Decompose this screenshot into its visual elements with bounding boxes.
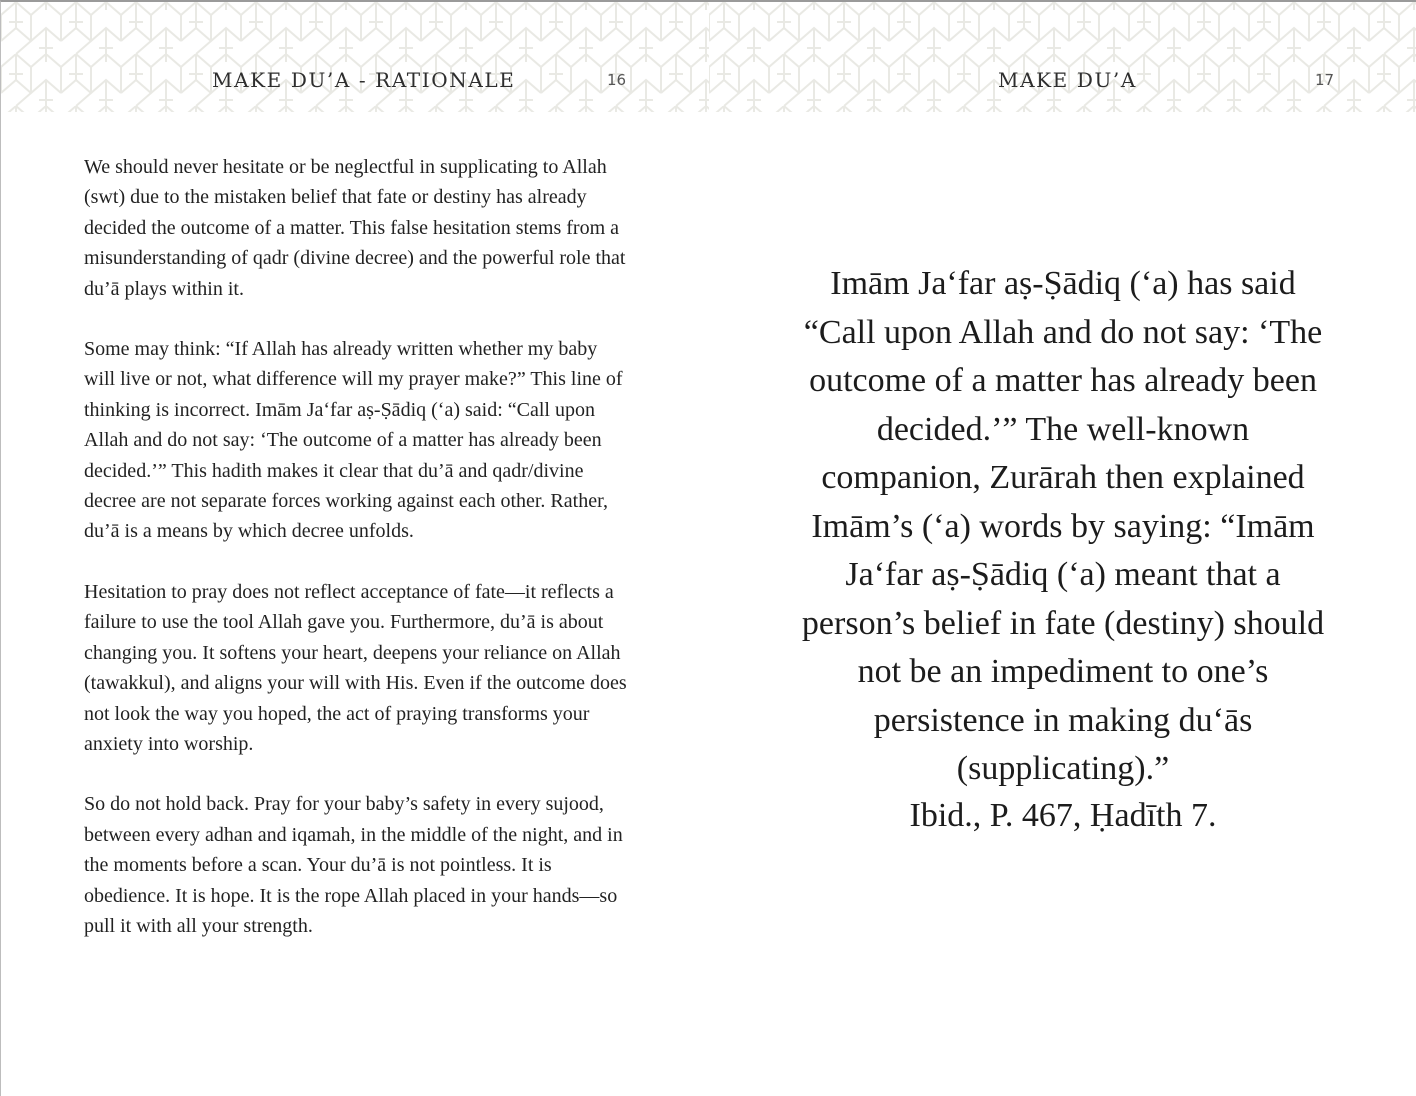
paragraph: Some may think: “If Allah has already written whether my baby will live or not, what difference will my prayer make?” This line of thinking is incorrect. Imām Ja‘far aṣ-Ṣādiq (‘a) said: “Call upon Allah and do not say: ‘The outcome of a matter has already been decided.’” This hadith makes it clear that du’ā and qadr/divine decree are not separate forces working against each other. Rather, du’ā is a means by which decree unfolds.	[84, 338, 623, 543]
running-head: MAKE DU’A - RATIONALE	[212, 68, 516, 92]
hadith-quote	[793, 260, 1333, 794]
quote-text: Imām Ja‘far aṣ-Ṣādiq (‘a) has said “Call upon Allah and do not say: ‘The outcome of a matter has already been decided.’” The well-known companion, Zurārah then explained Imām’s (‘a) words by saying: “Imām Ja‘far aṣ-Ṣādiq (‘a) meant that a person’s belief in fate (destiny) should not be an impediment to one’s persistence in making du‘ās (supplicating).”	[801, 265, 1325, 787]
paragraph: So do not hold back. Pray for your baby’s safety in every sujood, between every adhan and iqamah, in the middle of the night, and in the moments before a scan. Your du’ā is not pointless. It is obedience. It is hope. It is the rope Allah placed in your hands—so pull it with all your strength.	[84, 793, 623, 937]
paragraph: We should never hesitate or be neglectful in supplicating to Allah (swt) due to the mistaken belief that fate or destiny has already decided the outcome of a matter. This false hesitation stems from a misunderstanding of qadr (divine decree) and the powerful role that du’ā plays within it.	[84, 156, 626, 300]
citation: Ibid., P. 467, Ḥadīth 7.	[909, 797, 1217, 834]
right-page	[709, 2, 1416, 1096]
page-number: 17	[1315, 71, 1335, 89]
left-page	[1, 2, 709, 1096]
decorative-header-pattern	[709, 2, 1416, 112]
body-text	[84, 152, 629, 971]
page-number: 16	[607, 71, 627, 89]
running-head: MAKE DU’A	[998, 68, 1137, 92]
decorative-header-pattern	[1, 2, 709, 112]
paragraph: Hesitation to pray does not reflect acceptance of fate—it reflects a failure to use the tool Allah gave you. Furthermore, du’ā is about changing you. It softens your heart, deepens your reliance on Allah (tawakkul), and aligns your will with His. Even if the outcome does not look the way you hoped, the act of praying transforms your anxiety into worship.	[84, 580, 627, 755]
